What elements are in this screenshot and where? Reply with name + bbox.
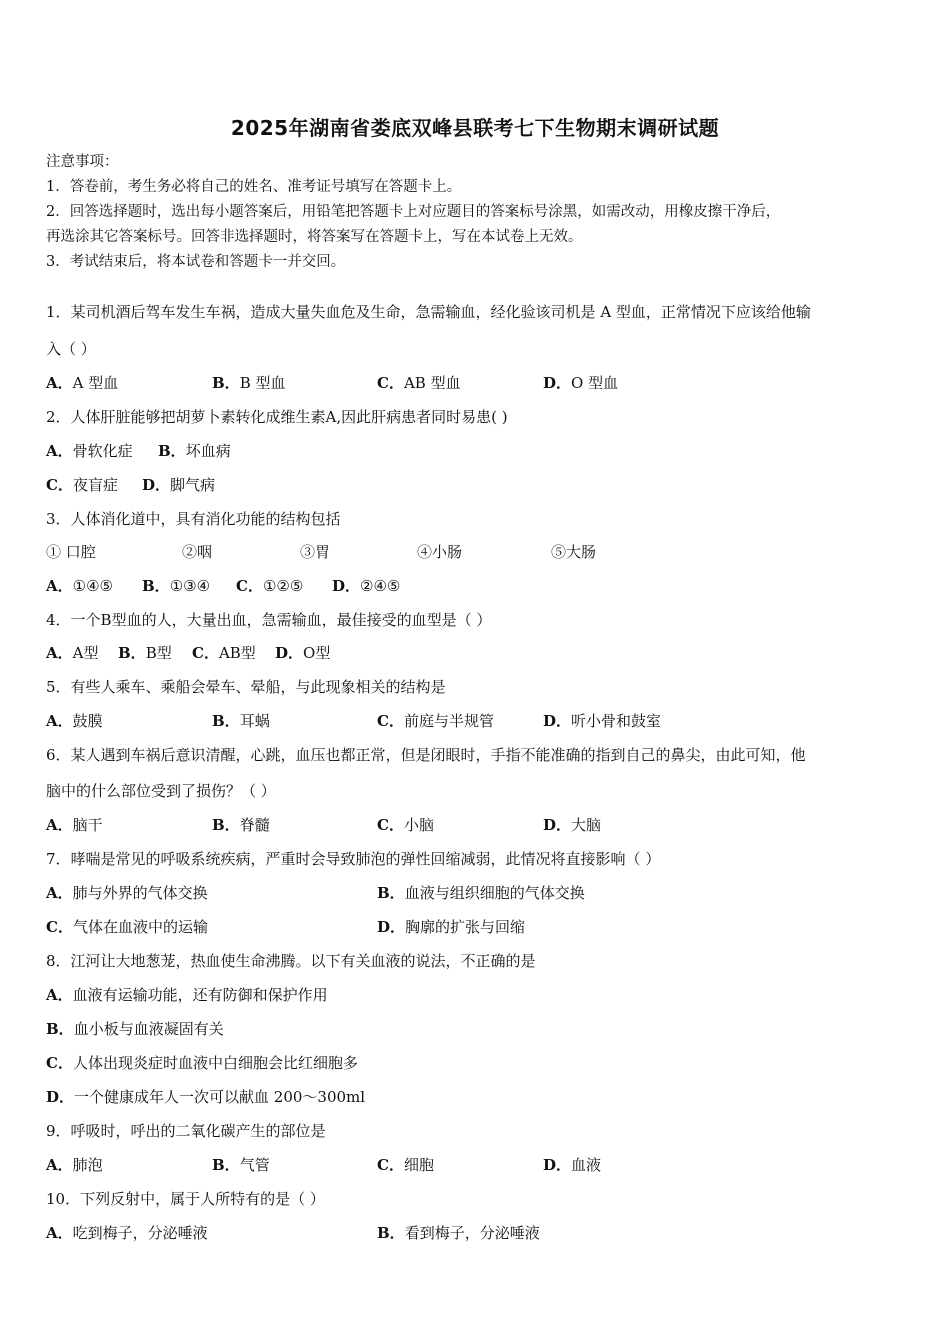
option-d: D．听小骨和鼓室 (543, 712, 662, 730)
option-d: D．O 型血 (543, 374, 619, 392)
list-item: ②咽 (182, 543, 213, 561)
question-stem: 5．有些人乘车、乘船会晕车、晕船，与此现象相关的结构是 (46, 678, 446, 696)
option-a: A．鼓膜 (46, 712, 103, 730)
option-b: B．血液与组织细胞的气体交换 (377, 884, 585, 902)
notice-item: 3．考试结束后，将本试卷和答题卡一并交回。 (46, 254, 346, 270)
option-a: A．骨软化症 (46, 442, 133, 460)
list-item: ③胃 (300, 543, 331, 561)
question-stem: 2．人体肝脏能够把胡萝卜素转化成维生素A,因此肝病患者同时易患( ) (46, 408, 508, 426)
option-d: D．一个健康成年人一次可以献血 200～300ml (46, 1088, 366, 1106)
option-b: B．坏血病 (158, 442, 231, 460)
question-stem: 1．某司机酒后驾车发生车祸，造成大量失血危及生命，急需输血，经化验该司机是 A 型血，正常情况下应该给他输 (46, 303, 811, 321)
option-b: B．看到梅子，分泌唾液 (377, 1224, 540, 1242)
question-stem: 脑中的什么部位受到了损伤？（ ） (46, 782, 276, 800)
page-title: 2025年湖南省娄底双峰县联考七下生物期末调研试题 (230, 116, 720, 140)
option-c: C．细胞 (377, 1156, 434, 1174)
option-b: B．气管 (212, 1156, 270, 1174)
option-c: C．夜盲症 (46, 476, 118, 494)
option-d: D．胸廓的扩张与回缩 (377, 918, 526, 936)
option-c: C．AB型 (192, 644, 256, 662)
notice-item: 1．答卷前，考生务必将自己的姓名、准考证号填写在答题卡上。 (46, 179, 462, 195)
option-a: A．脑干 (46, 816, 103, 834)
question-stem: 4．一个B型血的人，大量出血，急需输血，最佳接受的血型是（ ） (46, 611, 492, 629)
question-stem: 3．人体消化道中，具有消化功能的结构包括 (46, 510, 341, 528)
option-c: C．小脑 (377, 816, 434, 834)
option-b: B．脊髓 (212, 816, 270, 834)
option-d: D．O型 (275, 644, 331, 662)
option-c: C．①②⑤ (236, 577, 304, 595)
option-c: C．气体在血液中的运输 (46, 918, 208, 936)
option-a: A．A 型血 (46, 374, 119, 392)
option-a: A．肺泡 (46, 1156, 103, 1174)
option-b: B．血小板与血液凝固有关 (46, 1020, 224, 1038)
question-stem: 入（ ） (46, 340, 96, 358)
question-stem: 10．下列反射中，属于人所特有的是（ ） (46, 1190, 325, 1208)
option-b: B．B 型血 (212, 374, 286, 392)
question-stem: 9．呼吸时，呼出的二氧化碳产生的部位是 (46, 1122, 326, 1140)
option-a: A．吃到梅子，分泌唾液 (46, 1224, 208, 1242)
list-item: ① 口腔 (46, 543, 96, 561)
option-d: D．②④⑤ (332, 577, 401, 595)
option-c: C．AB 型血 (377, 374, 461, 392)
option-c: C．前庭与半规管 (377, 712, 494, 730)
question-stem: 8．江河让大地葱茏，热血使生命沸腾。以下有关血液的说法，不正确的是 (46, 952, 536, 970)
option-a: A．①④⑤ (46, 577, 113, 595)
option-b: B．①③④ (142, 577, 211, 595)
list-item: ⑤大肠 (551, 543, 597, 561)
question-stem: 6．某人遇到车祸后意识清醒，心跳，血压也都正常，但是闭眼时，手指不能准确的指到自己的鼻尖，由此可知，他 (46, 746, 806, 764)
question-stem: 7．哮喘是常见的呼吸系统疾病，严重时会导致肺泡的弹性回缩减弱，此情况将直接影响（ ） (46, 850, 661, 868)
notice-heading: 注意事项： (46, 154, 119, 170)
option-d: D．大脑 (543, 816, 602, 834)
option-d: D．血液 (543, 1156, 602, 1174)
option-d: D．脚气病 (142, 476, 216, 494)
option-a: A．A型 (46, 644, 99, 662)
option-b: B．B型 (118, 644, 172, 662)
option-c: C．人体出现炎症时血液中白细胞会比红细胞多 (46, 1054, 358, 1072)
notice-item: 再选涂其它答案标号。回答非选择题时，将答案写在答题卡上，写在本试卷上无效。 (46, 229, 583, 245)
notice-item: 2．回答选择题时，选出每小题答案后，用铅笔把答题卡上对应题目的答案标号涂黑，如需改动，用橡皮擦干净后， (46, 204, 781, 220)
option-b: B．耳蜗 (212, 712, 270, 730)
list-item: ④小肠 (417, 543, 463, 561)
option-a: A．肺与外界的气体交换 (46, 884, 208, 902)
option-a: A．血液有运输功能，还有防御和保护作用 (46, 986, 328, 1004)
